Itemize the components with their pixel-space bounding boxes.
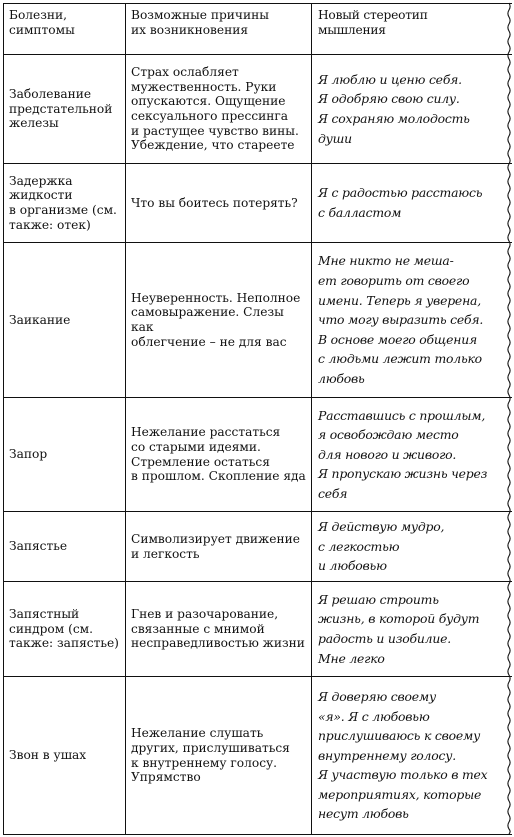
cell-pattern: Я с радостью расстаюсь с балластом: [312, 164, 512, 243]
cell-symptom: Заболевание предстательной железы: [4, 55, 126, 164]
table-header-row: [4, 4, 512, 55]
cell-symptom: Запястный синдром (см. также: запястье): [4, 582, 126, 677]
cell-cause: Гнев и разочарование, связанные с мнимой несправедливостью жизни: [126, 582, 312, 677]
cell-symptom: Звон в ушах: [4, 677, 126, 835]
header-symptoms: Болезни, симптомы: [4, 4, 126, 55]
table-row: [4, 512, 512, 582]
cell-pattern: Я решаю строить жизнь, в которой будут радость и изобилие. Мне легко: [312, 582, 512, 677]
cell-symptom: Заикание: [4, 243, 126, 398]
cell-pattern: Расставшись с прошлым, я освобождаю место для нового и живого. Я пропускаю жизнь через себя: [312, 398, 512, 512]
cell-pattern: Я действую мудро, с легкостью и любовью: [312, 512, 512, 582]
table-row: [4, 243, 512, 398]
cell-pattern: Я доверяю своему «я». Я с любовью прислушиваюсь к своему внутреннему голосу. Я участвую только в тех мероприятиях, которые несут любовь: [312, 677, 512, 835]
cell-cause: Символизирует движение и легкость: [126, 512, 312, 582]
cell-symptom: Запястье: [4, 512, 126, 582]
header-causes: Возможные причины их возникновения: [126, 4, 312, 55]
cell-symptom: Задержка жидкости в организме (см. также: отек): [4, 164, 126, 243]
cell-cause: Нежелание расстаться со старыми идеями. Стремление остаться в прошлом. Скопление яда: [126, 398, 312, 512]
cell-cause: Что вы боитесь потерять?: [126, 164, 312, 243]
table-row: [4, 164, 512, 243]
symptoms-table: [3, 3, 512, 835]
table-row: [4, 398, 512, 512]
cell-pattern: Я люблю и ценю себя. Я одобряю свою силу. Я сохраняю молодость души: [312, 55, 512, 164]
header-new-pattern: Новый стереотип мышления: [312, 4, 512, 55]
cell-cause: Нежелание слушать других, прислушиваться к внутреннему голосу. Упрямство: [126, 677, 312, 835]
cell-cause: Неуверенность. Неполное самовыражение. Слезы как облегчение – не для вас: [126, 243, 312, 398]
table-row: [4, 55, 512, 164]
table-row: [4, 677, 512, 835]
table-row: [4, 582, 512, 677]
cell-symptom: Запор: [4, 398, 126, 512]
cell-cause: Страх ослабляет мужественность. Руки опускаются. Ощущение сексуального прессинга и растущее чувство вины. Убеждение, что стареете: [126, 55, 312, 164]
cell-pattern: Мне никто не меша- ет говорить от своего имени. Теперь я уверена, что могу выразить себя. В основе моего общения с людьми лежит только любовь: [312, 243, 512, 398]
